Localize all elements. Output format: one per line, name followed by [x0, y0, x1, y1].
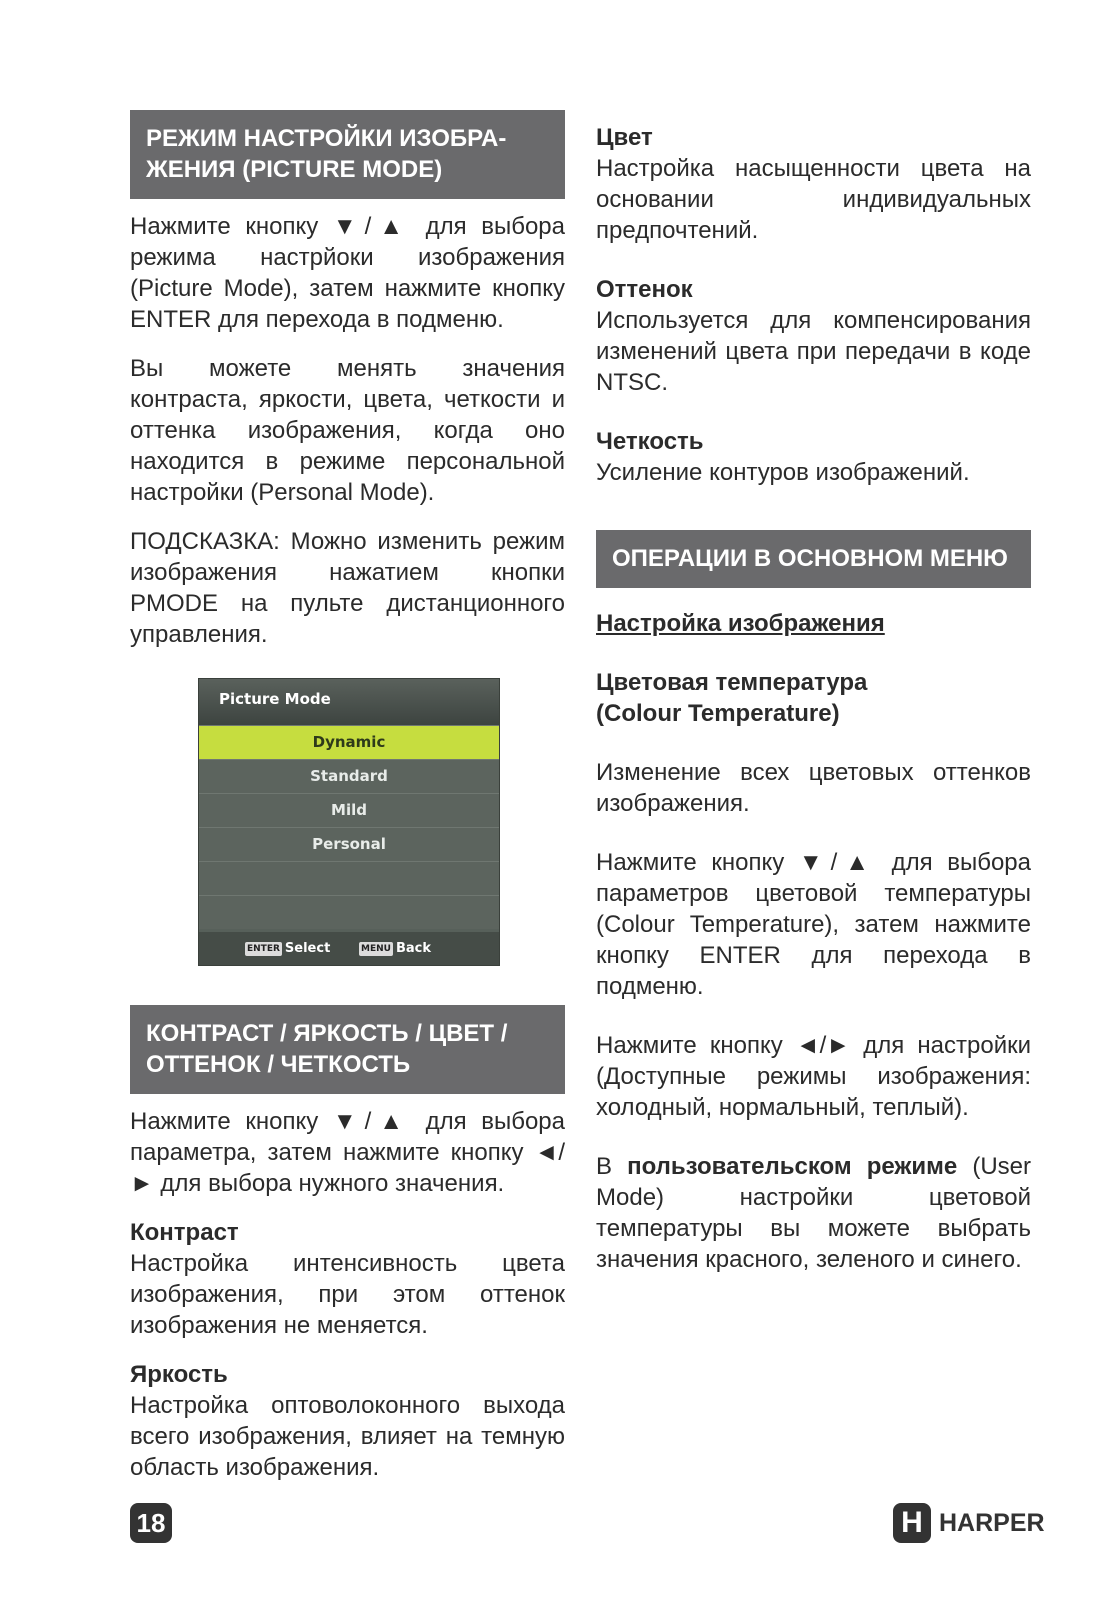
logo-icon: H	[893, 1503, 931, 1543]
menu-item-empty	[199, 895, 499, 929]
text: (User Mode) настройки цветовой температуры вы можете выбрать значения красного, зеленого и синего.	[596, 1153, 1032, 1273]
paragraph: ПОДСКАЗКА: Можно изменить режим изображения нажатием кнопки PMODE на пульте дистанционного управления.	[130, 528, 565, 648]
heading-sharpness: Четкость	[596, 428, 704, 455]
logo-text: HARPER	[939, 1508, 1045, 1537]
paragraph: Нажмите кнопку ▼/▲ для выбора режима настрйоки изображения (Picture Mode), затем нажмите кнопку ENTER для перехода в подменю.	[130, 213, 565, 333]
menu-item-standard: Standard	[199, 759, 499, 793]
paragraph-user-mode	[596, 1151, 1031, 1275]
page-number: 18	[130, 1503, 172, 1543]
menu-item-mild: Mild	[199, 793, 499, 827]
paragraph: Используется для компенсирования изменений цвета при передачи в коде NTSC.	[596, 307, 1031, 396]
text: В	[596, 1153, 613, 1180]
paragraph: Нажмите кнопку ▼/▲ для выбора параметра, затем нажмите кнопку ◄/► для выбора нужного значения.	[130, 1108, 565, 1197]
section-banner-main-menu: ОПЕРАЦИИ В ОСНОВНОМ МЕНЮ	[596, 530, 1031, 588]
section-banner-contrast: КОНТРАСТ / ЯРКОСТЬ / ЦВЕТ / ОТТЕНОК / ЧЕТКОСТЬ	[130, 1005, 565, 1094]
enter-key-icon: ENTER	[247, 943, 280, 954]
paragraph: Нажмите кнопку ▼/▲ для выбора параметров цветовой температуры (Colour Temperature), затем нажмите кнопку ENTER для перехода в подменю.	[596, 849, 1031, 1000]
paragraph: Настройка интенсивность цвета изображения, при этом оттенок изображения не меняется.	[130, 1250, 565, 1339]
paragraph: Усиление контуров изображений.	[596, 459, 970, 486]
paragraph: Вы можете менять значения контраста, яркости, цвета, четкости и оттенка изображения, когда оно находится в режиме персональной настройки (Personal Mode).	[130, 355, 565, 506]
section-banner-picture-mode: РЕЖИМ НАСТРОЙКИ ИЗОБРА-ЖЕНИЯ (PICTURE MODE)	[130, 110, 565, 199]
heading-color: Цвет	[596, 124, 653, 151]
footer-back-label: Back	[395, 941, 431, 956]
menu-title: Picture Mode	[199, 679, 499, 725]
paragraph: Нажмите кнопку ◄/► для настройки (Доступные режимы изображения: холодный, нормальный, теплый).	[596, 1032, 1031, 1121]
menu-footer	[199, 932, 499, 965]
menu-item-empty	[199, 861, 499, 895]
picture-mode-menu-image	[198, 678, 500, 966]
heading-contrast: Контраст	[130, 1219, 239, 1246]
menu-item-dynamic: Dynamic	[199, 725, 499, 759]
heading-brightness: Яркость	[130, 1361, 228, 1388]
heading-tint: Оттенок	[596, 276, 693, 303]
heading-colour-temp-2: (Colour Temperature)	[596, 700, 840, 727]
menu-item-personal: Personal	[199, 827, 499, 861]
menu-key-icon: MENU	[361, 943, 391, 954]
bold-text: пользовательском режиме	[627, 1153, 958, 1180]
heading-colour-temp-1: Цветовая температура	[596, 669, 868, 696]
heading-picture-settings: Настройка изображения	[596, 610, 885, 637]
paragraph: Изменение всех цветовых оттенков изображения.	[596, 759, 1031, 817]
paragraph: Настройка оптоволоконного выхода всего изображения, влияет на темную область изображения.	[130, 1392, 565, 1481]
footer-select-label: Select	[284, 941, 331, 956]
harper-logo	[893, 1503, 1045, 1543]
right-column	[596, 122, 1031, 1275]
paragraph: Настройка насыщенности цвета на основании индивидуальных предпочтений.	[596, 155, 1031, 244]
